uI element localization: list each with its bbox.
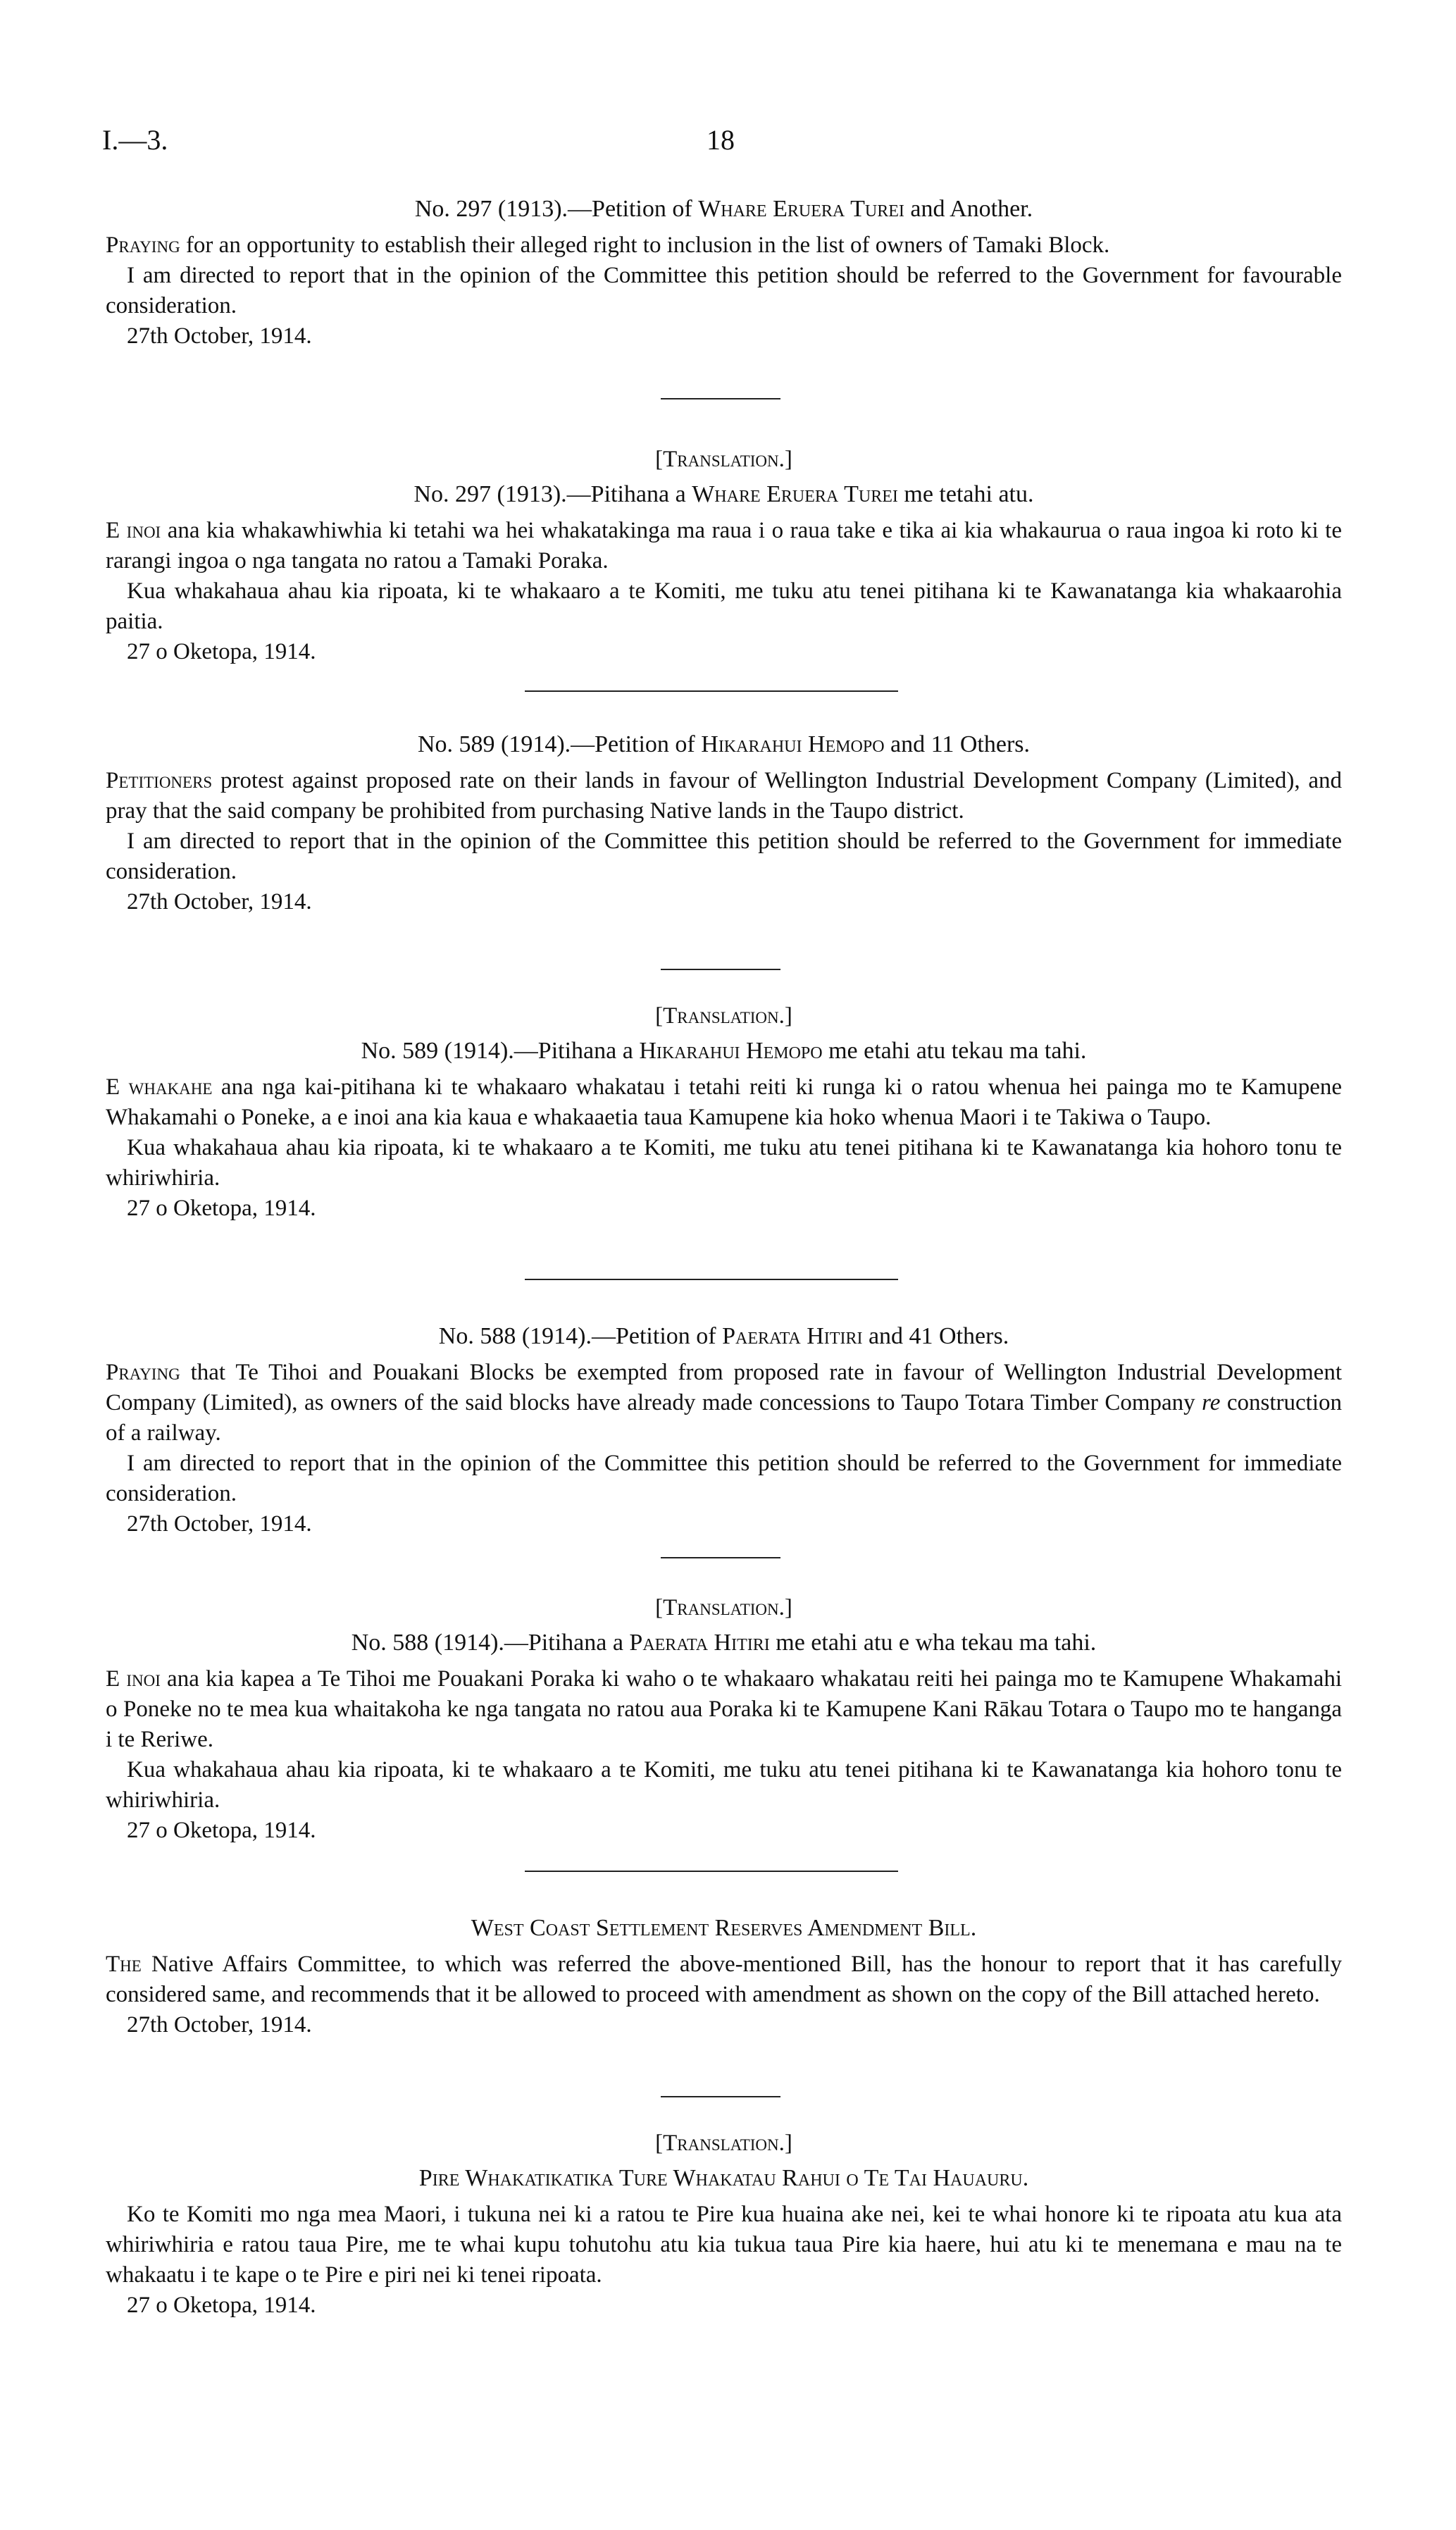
bill-report-english [106, 1913, 1342, 2040]
committee-report: I am directed to report that in the opinion of the Committee this petition should be referred to the Government for immediate consideration. [106, 829, 1342, 884]
bill-report-translation [106, 2128, 1342, 2321]
petition-heading: No. 589 (1914).—Pitihana a Hikarahui Hemopo me etahi atu tekau ma tahi. [361, 1038, 1087, 1064]
series-code: I.—3. [102, 124, 168, 156]
section-divider [661, 398, 780, 399]
petition-body: E inoi ana kia kapea a Te Tihoi me Pouakani Poraka ki waho o te whakaaro whakatau reiti hei painga mo te Kamupene Whakamahi o Poneke no te mea kua whaitakoha ke nga tangata no ratou aua Poraka ki te Kamupene Kani Rākau Totara o Taupo mo te hanganga i te Reriwe. [106, 1666, 1342, 1752]
petition-589-translation [106, 1000, 1342, 1224]
committee-report: Kua whakahaua ahau kia ripoata, ki te whakaaro a te Komiti, me tuku atu tenei pitihana ki te Kawanatanga kia hohoro tonu te whiriwhiria. [106, 1135, 1342, 1191]
bill-title: Pire Whakatikatika Ture Whakatau Rahui o Te Tai Hauauru. [418, 2165, 1029, 2191]
petition-body: Praying that Te Tihoi and Pouakani Blocks be exempted from proposed rate in favour of Wellington Industrial Development Company (Limited), as owners of the said blocks have already made concessions to Taupo Totara Timber Company re construction of a railway. [106, 1360, 1342, 1446]
petition-588-translation [106, 1592, 1342, 1846]
report-date: 27th October, 1914. [127, 2012, 312, 2038]
petition-body: E whakahe ana nga kai-pitihana ki te whakaaro whakatau i tetahi reiti ki runga ki o ratou whenua hei painga mo te Kamupene Whakamahi o Poneke, a e inoi ana kia kaua e whakaaetia taua Kamupene kia hoko whenua Maori i te Takiwa o Taupo. [106, 1074, 1342, 1130]
petition-body: Petitioners protest against proposed rate on their lands in favour of Wellington Industrial Development Company (Limited), and pray that the said company be prohibited from purchasing Native lands in the Taupo district. [106, 768, 1342, 824]
section-divider [661, 1557, 780, 1558]
section-divider [661, 969, 780, 970]
petition-589-english [106, 729, 1342, 917]
petition-body: E inoi ana kia whakawhiwhia ki tetahi wa hei whakatakinga ma raua i o raua take e tika ai kia whakaurua o raua ingoa ki roto ki te rarangi ingoa o nga tangata no ratou a Tamaki Poraka. [106, 518, 1342, 573]
report-date: 27th October, 1914. [127, 1511, 312, 1537]
report-date: 27th October, 1914. [127, 889, 312, 914]
committee-report: I am directed to report that in the opinion of the Committee this petition should be referred to the Government for favourable consideration. [106, 263, 1342, 318]
section-divider [661, 2096, 780, 2097]
bill-report-body: The Native Affairs Committee, to which was referred the above-mentioned Bill, has the honour to report that it has carefully considered same, and recommends that it be allowed to proceed with amendment as shown on the copy of the Bill attached hereto. [106, 1952, 1342, 2007]
committee-report: I am directed to report that in the opinion of the Committee this petition should be referred to the Government for immediate consideration. [106, 1451, 1342, 1506]
section-divider [525, 690, 898, 692]
translation-label: [Translation.] [655, 1003, 792, 1029]
translation-label: [Translation.] [655, 1595, 792, 1620]
report-date: 27 o Oketopa, 1914. [127, 1196, 316, 1221]
petition-heading: No. 297 (1913).—Pitihana a Whare Eruera Turei me tetahi atu. [413, 481, 1034, 507]
petition-heading: No. 588 (1914).—Pitihana a Paerata Hitiri me etahi atu e wha tekau ma tahi. [351, 1630, 1097, 1656]
petition-297-english [106, 194, 1342, 352]
report-date: 27 o Oketopa, 1914. [127, 639, 316, 664]
bill-report-body: Ko te Komiti mo nga mea Maori, i tukuna nei ki a ratou te Pire kua huaina ake nei, kei te whai honore ki te ripoata atu kua ata whiriwhiria e ratou taua Pire, me te whai kupu tohutohu atu kia tukua taua Pire kia haere, hui atu ki te menemana e mau na te whakaatu i te kape o te Pire e piri nei ki tenei ripoata. [106, 2202, 1342, 2288]
translation-label: [Translation.] [655, 447, 792, 472]
committee-report: Kua whakahaua ahau kia ripoata, ki te whakaaro a te Komiti, me tuku atu tenei pitihana ki te Kawanatanga kia whakaarohia paitia. [106, 578, 1342, 634]
petition-heading: No. 297 (1913).—Petition of Whare Eruera Turei and Another. [414, 196, 1033, 222]
petition-297-translation [106, 444, 1342, 667]
petition-588-english [106, 1321, 1342, 1539]
report-date: 27th October, 1914. [127, 323, 312, 349]
section-divider [525, 1871, 898, 1872]
petition-heading: No. 588 (1914).—Petition of Paerata Hitiri and 41 Others. [438, 1323, 1009, 1349]
section-divider [525, 1279, 898, 1280]
petition-body: Praying for an opportunity to establish their alleged right to inclusion in the list of owners of Tamaki Block. [106, 232, 1110, 258]
bill-title: West Coast Settlement Reserves Amendment Bill. [471, 1915, 977, 1941]
committee-report: Kua whakahaua ahau kia ripoata, ki te whakaaro a te Komiti, me tuku atu tenei pitihana ki te Kawanatanga kia hohoro tonu te whiriwhiria. [106, 1757, 1342, 1813]
translation-label: [Translation.] [655, 2131, 792, 2156]
page-number: 18 [707, 124, 735, 156]
report-date: 27 o Oketopa, 1914. [127, 1818, 316, 1843]
report-date: 27 o Oketopa, 1914. [127, 2293, 316, 2318]
petition-heading: No. 589 (1914).—Petition of Hikarahui Hemopo and 11 Others. [417, 731, 1031, 757]
